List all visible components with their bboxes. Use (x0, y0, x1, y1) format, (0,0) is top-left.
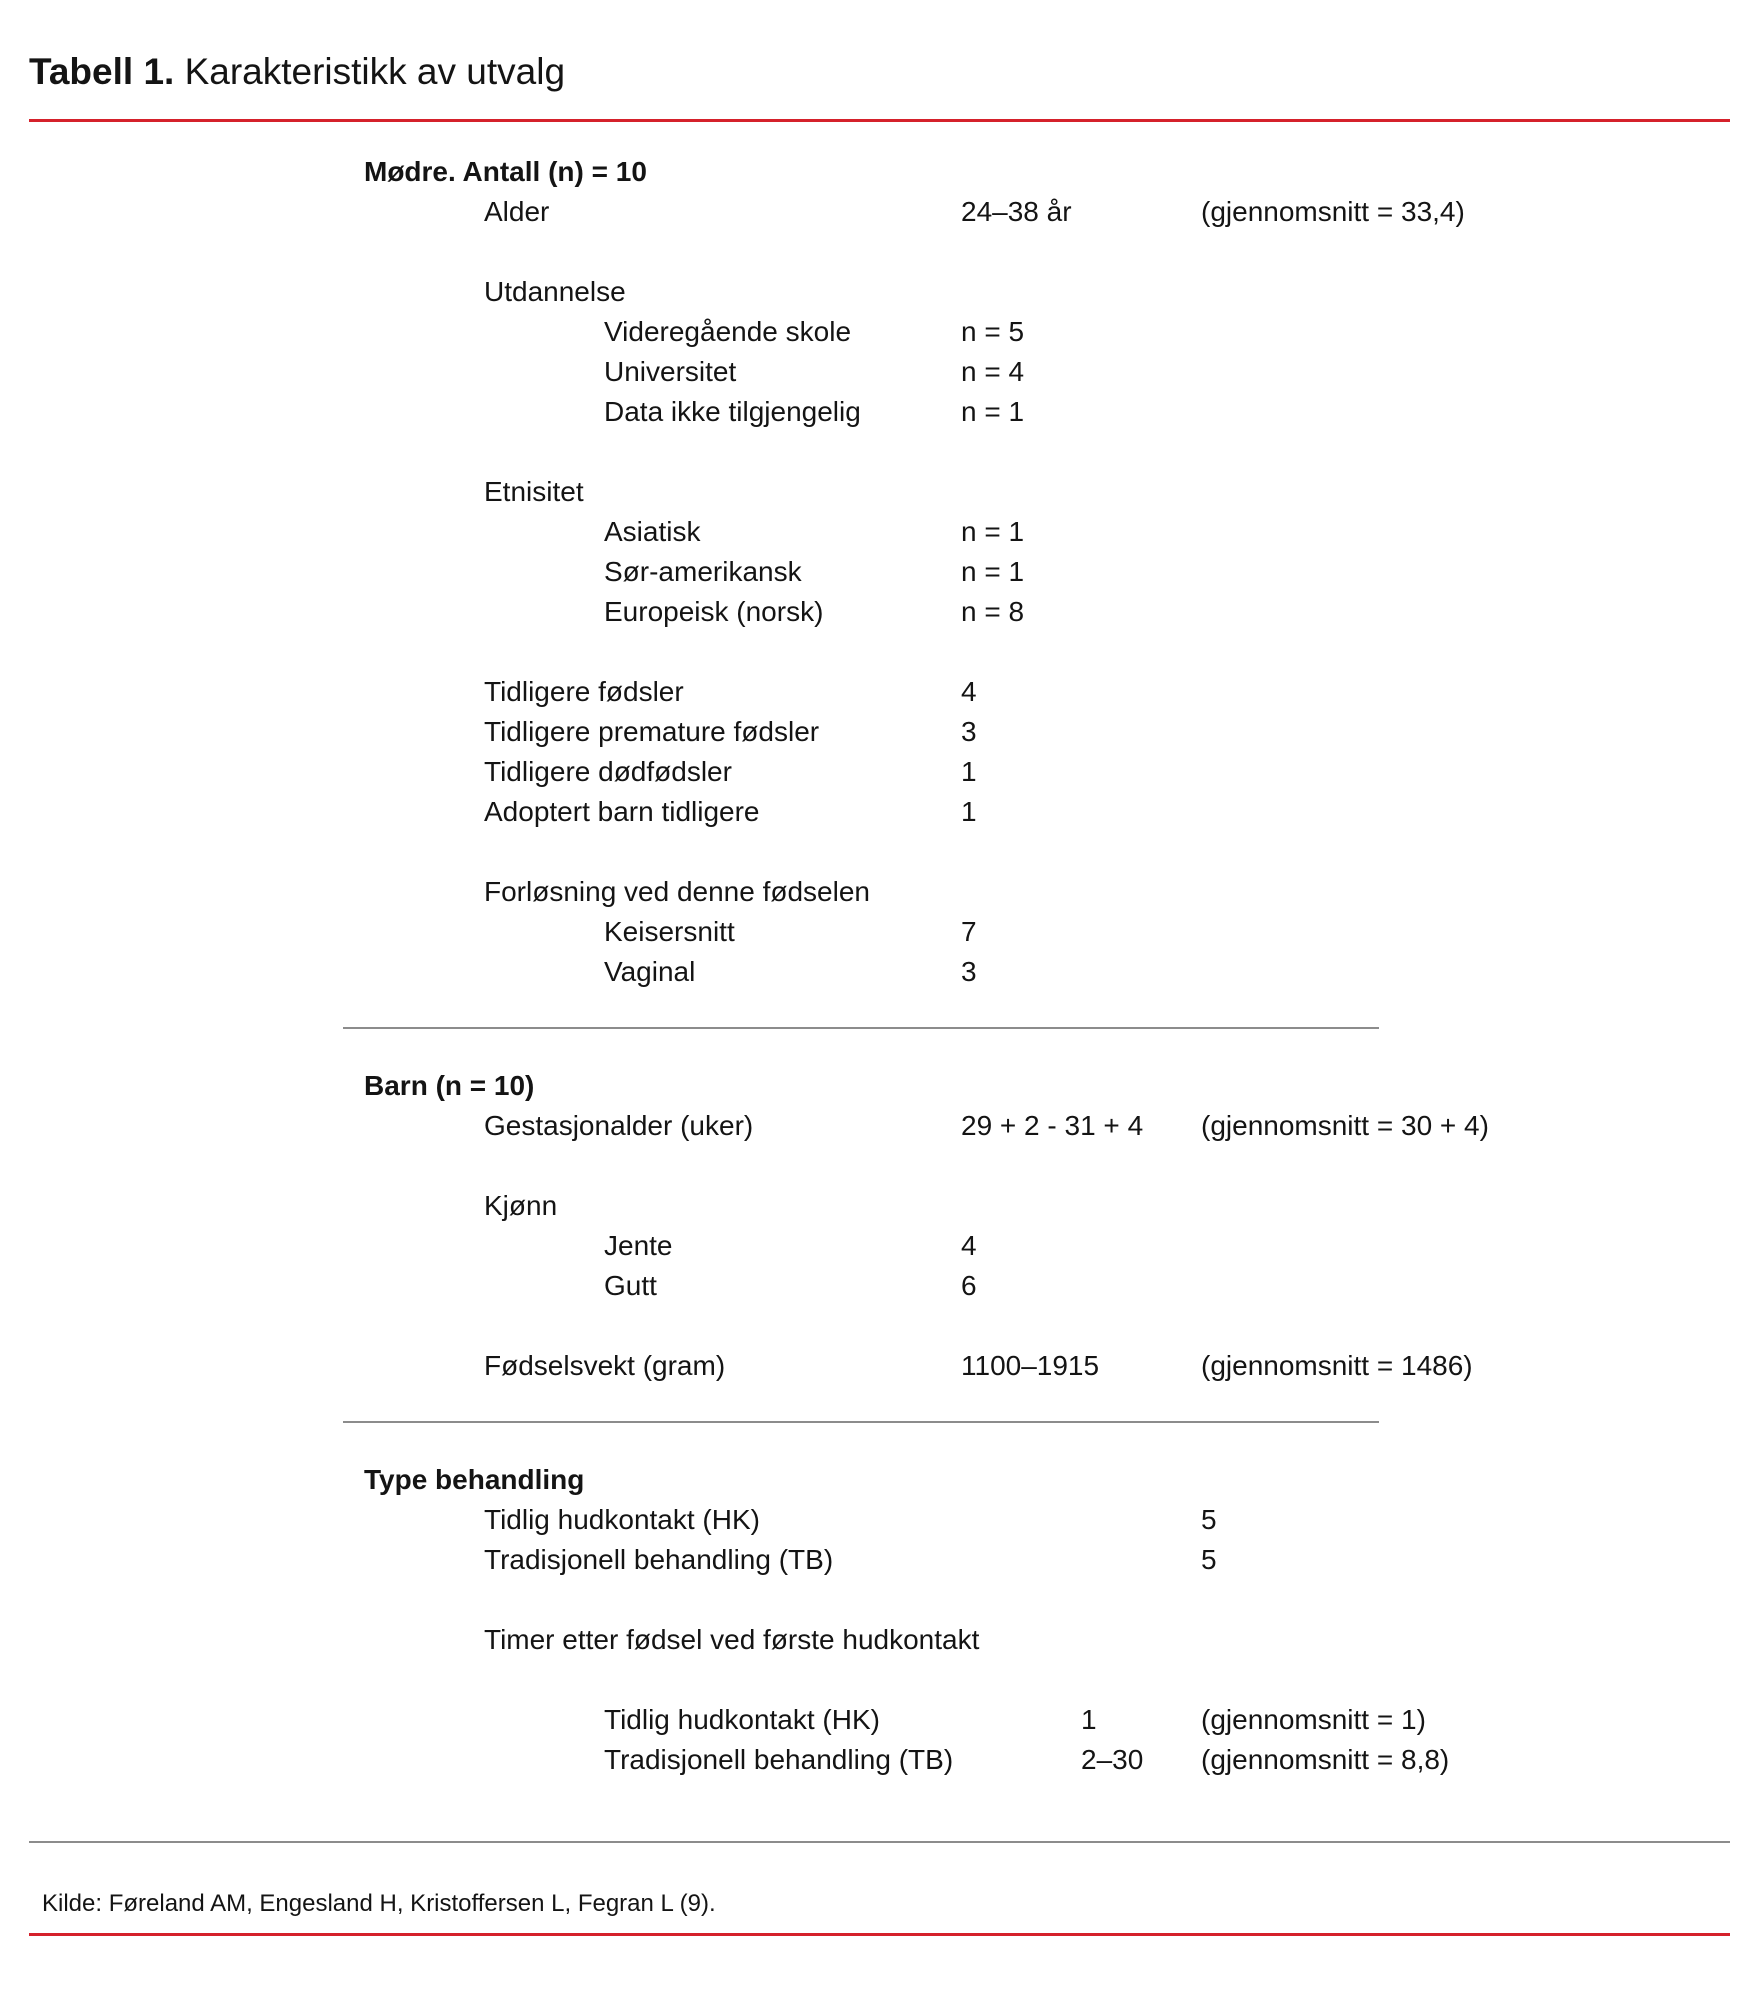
row-label: Alder (484, 196, 550, 227)
table-row (0, 1346, 1759, 1386)
table-row (0, 1540, 1759, 1580)
table-row (0, 1226, 1759, 1266)
top-rule (29, 119, 1730, 122)
table-row (0, 1700, 1759, 1740)
row-value: 3 (961, 956, 977, 987)
table-row (0, 792, 1759, 832)
table-row (0, 672, 1759, 712)
table-row (0, 512, 1759, 552)
table-row (0, 472, 1759, 512)
row-value: 7 (961, 916, 977, 947)
row-label: Vaginal (604, 956, 696, 987)
table-row (0, 192, 1759, 232)
row-value: n = 1 (961, 516, 1025, 547)
table-title (29, 46, 565, 98)
row-note: 5 (1201, 1504, 1217, 1535)
row-label: Videregående skole (604, 316, 852, 347)
row-label: Tidligere dødfødsler (484, 756, 732, 787)
table-row (0, 1186, 1759, 1226)
section-heading-text: Barn (n = 10) (364, 1070, 535, 1101)
table-row (0, 712, 1759, 752)
row-value: 6 (961, 1270, 977, 1301)
row-label: Sør-amerikansk (604, 556, 802, 587)
row-label: Gestasjonalder (uker) (484, 1110, 754, 1141)
row-label: Tidlig hudkontakt (HK) (604, 1704, 880, 1735)
table-row (0, 552, 1759, 592)
section-heading (0, 1066, 1759, 1106)
table-row (0, 1106, 1759, 1146)
table-row (0, 1500, 1759, 1540)
table-row (0, 912, 1759, 952)
section-heading (0, 1460, 1759, 1500)
row-label: Tidligere premature fødsler (484, 716, 820, 747)
row-value: n = 1 (961, 396, 1025, 427)
table-label: Tabell 1. (29, 51, 175, 92)
row-label: Tradisjonell behandling (TB) (484, 1544, 834, 1575)
row-label: Tidligere fødsler (484, 676, 684, 707)
footer-rule (29, 1933, 1730, 1936)
row-note: (gjennomsnitt = 1) (1201, 1704, 1426, 1735)
row-note: (gjennomsnitt = 30 + 4) (1201, 1110, 1489, 1141)
row-value: 24–38 år (961, 196, 1072, 227)
table-row (0, 1740, 1759, 1780)
row-label: Fødselsvekt (gram) (484, 1350, 726, 1381)
row-value: n = 1 (961, 556, 1025, 587)
row-value: n = 8 (961, 596, 1025, 627)
row-label: Universitet (604, 356, 737, 387)
row-label: Utdannelse (484, 276, 626, 307)
row-label: Tradisjonell behandling (TB) (604, 1744, 954, 1775)
row-label: Timer etter fødsel ved første hudkontakt (484, 1624, 980, 1655)
row-value: 1 (961, 756, 977, 787)
table-row (0, 272, 1759, 312)
row-value: n = 5 (961, 316, 1025, 347)
row-label: Gutt (604, 1270, 657, 1301)
row-note: 5 (1201, 1544, 1217, 1575)
section-heading (0, 152, 1759, 192)
table-row (0, 392, 1759, 432)
section-divider (343, 1421, 1379, 1423)
row-label: Keisersnitt (604, 916, 735, 947)
row-value: n = 4 (961, 356, 1025, 387)
row-label: Adoptert barn tidligere (484, 796, 760, 827)
row-label: Etnisitet (484, 476, 584, 507)
row-note: (gjennomsnitt = 8,8) (1201, 1744, 1450, 1775)
row-value: 1 (1081, 1704, 1097, 1735)
row-label: Asiatisk (604, 516, 701, 547)
row-value: 4 (961, 676, 977, 707)
row-value: 3 (961, 716, 977, 747)
table-row (0, 592, 1759, 632)
row-label: Kjønn (484, 1190, 558, 1221)
row-value: 2–30 (1081, 1744, 1144, 1775)
table-row (0, 752, 1759, 792)
table-row (0, 1266, 1759, 1306)
row-note: (gjennomsnitt = 33,4) (1201, 196, 1465, 227)
row-label: Tidlig hudkontakt (HK) (484, 1504, 760, 1535)
section-heading-text: Mødre. Antall (n) = 10 (364, 156, 647, 187)
section-divider (343, 1027, 1379, 1029)
table-row (0, 1620, 1759, 1660)
table-row (0, 352, 1759, 392)
row-label: Europeisk (norsk) (604, 596, 824, 627)
section-heading-text: Type behandling (364, 1464, 585, 1495)
row-value: 29 + 2 - 31 + 4 (961, 1110, 1144, 1141)
row-label: Data ikke tilgjengelig (604, 396, 861, 427)
source-note: Kilde: Føreland AM, Engesland H, Kristoffersen L, Fegran L (9). (42, 1890, 716, 1917)
table-row (0, 872, 1759, 912)
table-caption: Karakteristikk av utvalg (184, 51, 566, 92)
row-value: 1100–1915 (961, 1350, 1100, 1381)
row-label: Jente (604, 1230, 673, 1261)
bottom-rule (29, 1841, 1730, 1843)
row-label: Forløsning ved denne fødselen (484, 876, 870, 907)
row-value: 1 (961, 796, 977, 827)
row-value: 4 (961, 1230, 977, 1261)
table-row (0, 312, 1759, 352)
row-note: (gjennomsnitt = 1486) (1201, 1350, 1473, 1381)
table-row (0, 952, 1759, 992)
